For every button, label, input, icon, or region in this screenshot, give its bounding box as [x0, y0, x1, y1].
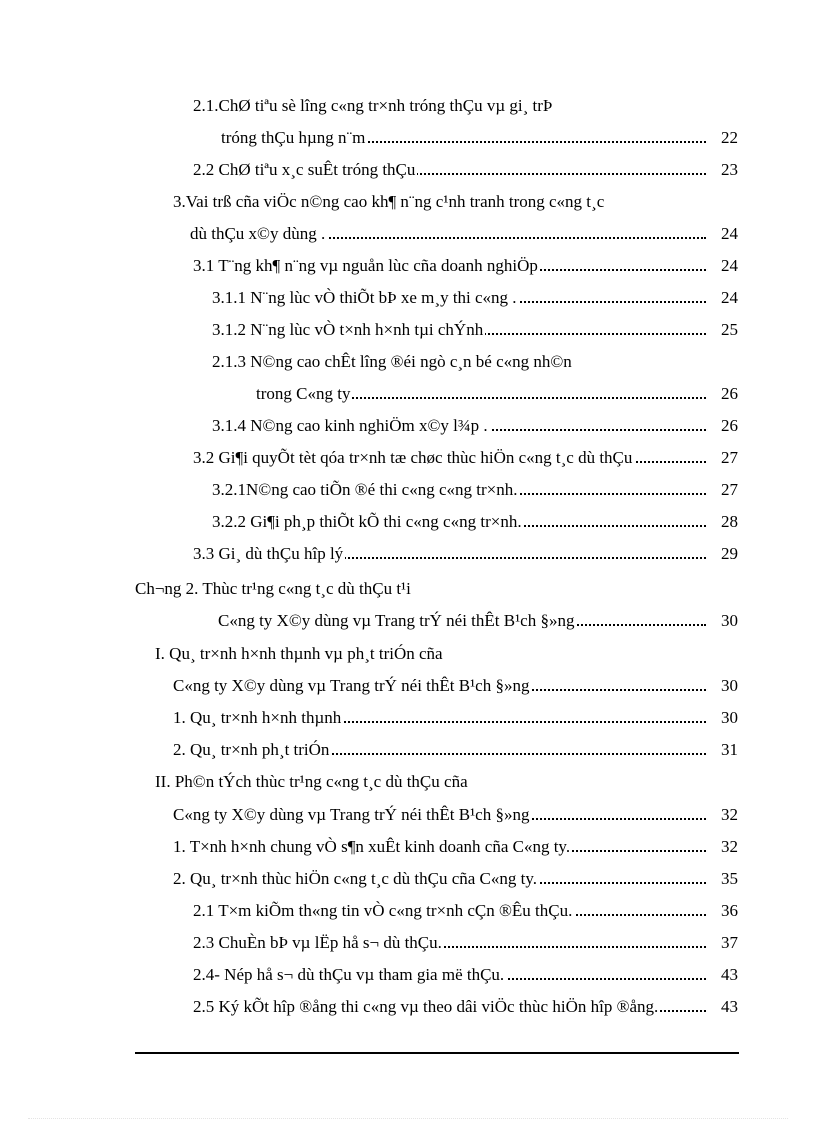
toc-entry-text: 1. Qu¸ tr×nh h×nh thµnh [173, 708, 342, 727]
toc-entry-text: 3.3 Gi¸ dù thÇu hîp lý [193, 544, 344, 563]
toc-line [173, 803, 738, 827]
toc-line [212, 286, 738, 310]
toc-line [173, 738, 738, 762]
toc-entry-text: 2.3 ChuÈn bÞ vµ lËp hå s¬ dù thÇu. [193, 933, 442, 952]
toc-line [193, 254, 738, 278]
toc-line [193, 94, 738, 118]
toc-entry-text: 2.4- Nép hå s¬ dù thÇu vµ tham gia më thÇu. [193, 965, 505, 984]
toc-page-number: 31 [708, 738, 738, 762]
toc-entry-text: 3.1.2 N¨ng lùc vÒ t×nh h×nh tµi chÝnh [212, 320, 484, 339]
toc-entry-text: dù thÇu x©y dùng . [190, 224, 326, 243]
page-edge-dotted-line [28, 1118, 788, 1119]
toc-entry-text: 2.1.3 N©ng cao chÊt lîng ®éi ngò c¸n bé c«ng nh©n [212, 352, 572, 371]
toc-page-number: 43 [708, 963, 738, 987]
toc-line [155, 770, 738, 794]
toc-page-number: 32 [708, 835, 738, 859]
toc-entry-text: 1. T×nh h×nh chung vÒ s¶n xuÊt kinh doanh cña C«ng ty. [173, 837, 571, 856]
toc-line [155, 642, 738, 666]
toc-entry-text: II. Ph©n tÝch thùc tr¹ng c«ng t¸c dù thÇu cña [155, 772, 468, 791]
toc-page-number: 24 [708, 286, 738, 310]
toc-line [212, 414, 738, 438]
toc-line [256, 382, 738, 406]
toc-line [173, 835, 738, 859]
toc-entry-text: 2.5 Ký kÕt hîp ®ång thi c«ng vµ theo dâi viÖc thùc hiÖn hîp ®ång. [193, 997, 659, 1016]
toc-page-number: 30 [708, 706, 738, 730]
toc-page-number: 35 [708, 867, 738, 891]
toc-entry-text: C«ng ty X©y dùng vµ Trang trÝ néi thÊt B¹ch §»ng [218, 611, 575, 630]
toc-page-number: 30 [708, 674, 738, 698]
toc-line [212, 318, 738, 342]
toc-line [173, 674, 738, 698]
toc-page-number: 22 [708, 126, 738, 150]
toc-page-number: 43 [708, 995, 738, 1019]
toc-entry-text: C«ng ty X©y dùng vµ Trang trÝ néi thÊt B¹ch §»ng [173, 676, 530, 695]
toc-line [193, 963, 738, 987]
toc-entry-text: 3.2 Gi¶i quyÕt tèt qóa tr×nh tæ chøc thùc hiÖn c«ng t¸c dù thÇu [193, 448, 633, 467]
toc-line [190, 222, 738, 246]
toc-line [193, 542, 738, 566]
toc-page-number: 32 [708, 803, 738, 827]
toc-line [173, 190, 738, 214]
toc-page-number: 36 [708, 899, 738, 923]
toc-line [135, 577, 738, 601]
toc-line [212, 510, 738, 534]
toc-entry-text: 3.1.1 N¨ng lùc vÒ thiÕt bÞ xe m¸y thi c«ng . [212, 288, 517, 307]
toc-page-number: 23 [708, 158, 738, 182]
toc-entry-text: 3.1.4 N©ng cao kinh nghiÖm x©y l¾p . [212, 416, 488, 435]
toc-line [193, 995, 738, 1019]
toc-entry-text: 2.2 ChØ tiªu x¸c suÊt tróng thÇu [193, 160, 416, 179]
toc-line [193, 158, 738, 182]
toc-page-number: 26 [708, 414, 738, 438]
toc-page-number: 27 [708, 446, 738, 470]
toc-line [193, 899, 738, 923]
toc-page-number: 28 [708, 510, 738, 534]
toc-line [193, 931, 738, 955]
toc-line [221, 126, 738, 150]
toc-line [173, 867, 738, 891]
toc-page-number: 30 [708, 609, 738, 633]
toc-page-number: 26 [708, 382, 738, 406]
toc-line [193, 446, 738, 470]
toc-entry-text: tróng thÇu hµng n¨m [221, 128, 366, 147]
toc-page-number: 24 [708, 254, 738, 278]
toc-entry-text: 2. Qu¸ tr×nh thùc hiÖn c«ng t¸c dù thÇu cña C«ng ty. [173, 869, 538, 888]
toc-entry-text: 3.2.1N©ng cao tiÕn ®é thi c«ng c«ng tr×nh. [212, 480, 518, 499]
toc-page-number: 25 [708, 318, 738, 342]
toc-entry-text: trong C«ng ty [256, 384, 351, 403]
toc-line [218, 609, 738, 633]
toc-page-number: 27 [708, 478, 738, 502]
toc-entry-text: 3.1 T¨ng kh¶ n¨ng vµ nguån lùc cña doanh nghiÖp [193, 256, 538, 275]
toc-line [212, 478, 738, 502]
toc-page-number: 29 [708, 542, 738, 566]
footer-rule [135, 1052, 739, 1054]
toc-line [212, 350, 738, 374]
toc-page-number: 24 [708, 222, 738, 246]
toc-page-number: 37 [708, 931, 738, 955]
toc-entry-text: I. Qu¸ tr×nh h×nh thµnh vµ ph¸t triÓn cña [155, 644, 443, 663]
toc-entry-text: 3.2.2 Gi¶i ph¸p thiÕt kÕ thi c«ng c«ng tr×nh. [212, 512, 522, 531]
toc-entry-text: 3.Vai trß cña viÖc n©ng cao kh¶ n¨ng c¹nh tranh trong c«ng t¸c [173, 192, 605, 211]
toc-entry-text: 2. Qu¸ tr×nh ph¸t triÓn [173, 740, 330, 759]
toc-line [173, 706, 738, 730]
toc-entry-text: 2.1 T×m kiÕm th«ng tin vÒ c«ng tr×nh cÇn ®Êu thÇu. [193, 901, 573, 920]
toc-entry-text: C«ng ty X©y dùng vµ Trang trÝ néi thÊt B¹ch §»ng [173, 805, 530, 824]
toc-entry-text: Ch¬ng 2. Thùc tr¹ng c«ng t¸c dù thÇu t¹i [135, 579, 411, 598]
toc-entry-text: 2.1.ChØ tiªu sè lîng c«ng tr×nh tróng thÇu vµ gi¸ trÞ [193, 96, 553, 115]
